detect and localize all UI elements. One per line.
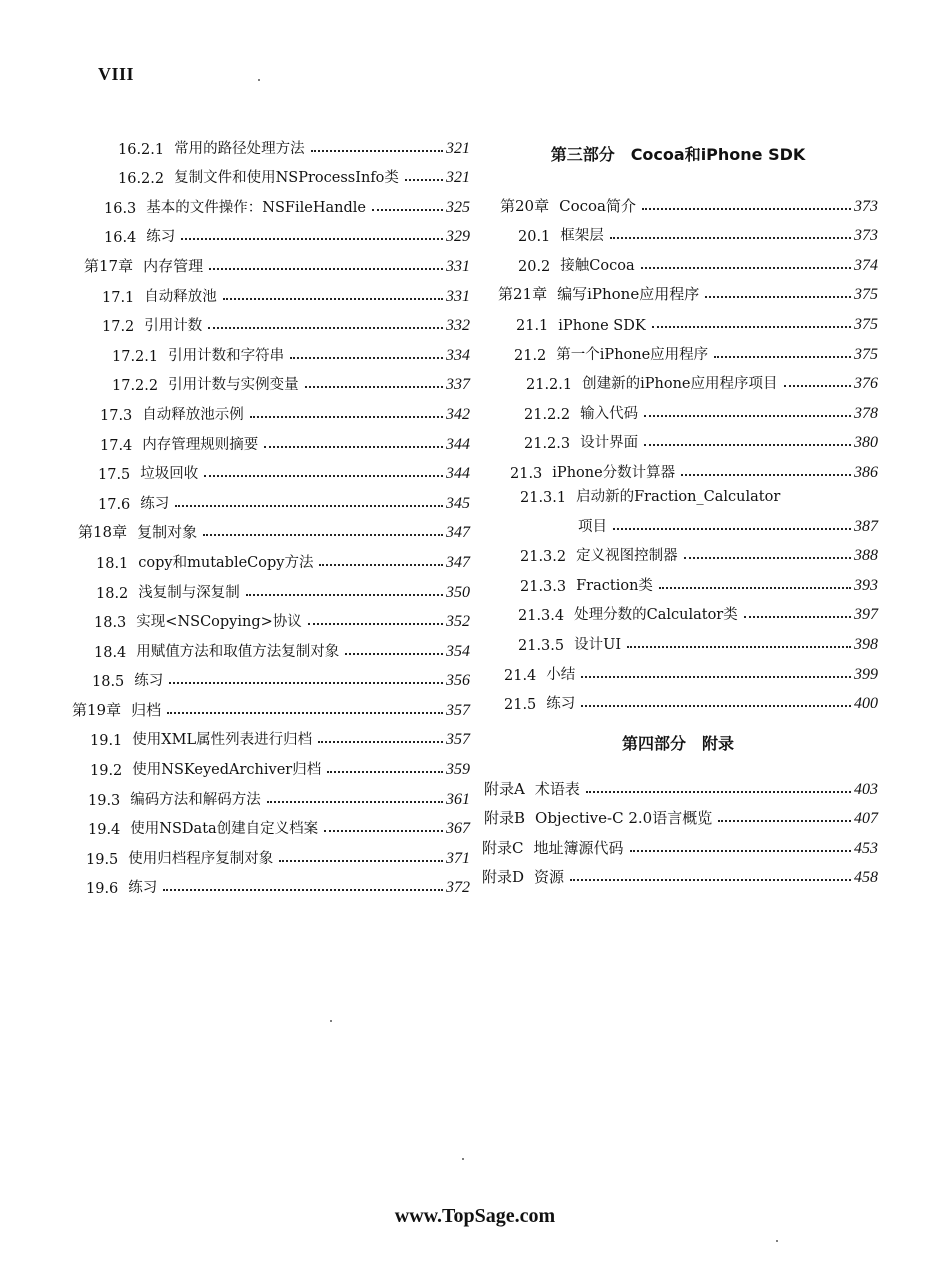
entry-title: 内存管理规则摘要 <box>142 436 259 453</box>
entry-title: 引用计数 <box>144 318 203 335</box>
entry-page-number: 367 <box>446 820 470 838</box>
toc-entry[interactable] <box>478 304 878 334</box>
leader-dots <box>163 889 443 891</box>
entry-number: 21.3.2 <box>520 549 567 566</box>
entry-page-number: 350 <box>446 583 470 601</box>
toc-entry[interactable] <box>70 542 470 572</box>
toc-right-column <box>478 138 878 887</box>
entry-page-number: 375 <box>854 315 878 333</box>
entry-page-number: 388 <box>854 547 878 565</box>
page-number: VIII <box>98 64 135 84</box>
entry-title-continuation: 项目 <box>578 518 607 535</box>
entry-page-number: 407 <box>854 810 878 828</box>
entry-page-number: 342 <box>446 405 470 423</box>
toc-entry[interactable] <box>478 536 878 566</box>
entry-title: 启动新的Fraction_Calculator <box>576 488 781 505</box>
leader-dots <box>630 850 852 852</box>
entry-page-number: 403 <box>854 780 878 798</box>
leader-dots <box>250 416 443 418</box>
scan-speck <box>258 79 260 81</box>
leader-dots <box>714 356 851 358</box>
entry-title: 资源 <box>534 868 565 887</box>
entry-title: 练习 <box>128 880 158 897</box>
entry-page-number: 374 <box>854 256 878 274</box>
entry-number: 21.3.4 <box>518 608 565 625</box>
leader-dots <box>327 771 443 773</box>
entry-title: 使用归档程序复制对象 <box>128 850 274 867</box>
toc-entry[interactable] <box>70 454 470 484</box>
entry-page-number: 329 <box>446 228 470 246</box>
toc-chapter-entry[interactable] <box>70 246 470 276</box>
entry-number: 21.2.3 <box>524 436 571 453</box>
toc-entry[interactable] <box>478 334 878 364</box>
entry-title: 实现<NSCopying>协议 <box>136 614 302 631</box>
entry-page-number: 376 <box>854 375 878 393</box>
leader-dots <box>613 528 851 530</box>
entry-number: 第20章 <box>500 196 550 215</box>
entry-number: 17.2.2 <box>112 378 159 395</box>
leader-dots <box>208 327 443 329</box>
entry-number: 第19章 <box>72 700 122 719</box>
leader-dots <box>345 653 443 655</box>
entry-title: 编写iPhone应用程序 <box>557 285 700 304</box>
entry-page-number: 331 <box>446 287 470 305</box>
entry-number: 17.2 <box>102 319 135 336</box>
entry-page-number: 375 <box>854 345 878 363</box>
toc-entry[interactable] <box>70 306 470 336</box>
entry-number: 21.3.1 <box>520 489 567 506</box>
entry-page-number: 357 <box>446 731 470 749</box>
entry-title: copy和mutableCopy方法 <box>138 554 314 571</box>
toc-entry[interactable] <box>70 424 470 454</box>
toc-chapter-entry[interactable] <box>478 828 878 858</box>
leader-dots <box>718 820 851 822</box>
entry-title: 复制对象 <box>137 523 198 542</box>
entry-page-number: 347 <box>446 553 470 571</box>
toc-entry[interactable] <box>70 868 470 898</box>
entry-title: 框架层 <box>560 228 604 245</box>
leader-dots <box>318 741 443 743</box>
entry-page-number: 372 <box>446 879 470 897</box>
entry-title: 自动释放池示例 <box>142 406 244 423</box>
entry-page-number: 325 <box>446 198 470 216</box>
entry-number: 19.3 <box>88 792 121 809</box>
entry-title: 编码方法和解码方法 <box>130 791 261 808</box>
entry-title: 复制文件和使用NSProcessInfo类 <box>174 170 399 187</box>
entry-number: 18.3 <box>94 615 127 632</box>
toc-entry[interactable] <box>70 779 470 809</box>
entry-number: 21.1 <box>516 317 549 334</box>
entry-number: 附录A <box>484 779 525 798</box>
entry-number: 19.6 <box>86 881 119 898</box>
entry-title: 练习 <box>134 673 164 690</box>
entry-page-number: 321 <box>446 139 470 157</box>
entry-title: 练习 <box>146 229 176 246</box>
entry-number: 19.4 <box>88 822 121 839</box>
entry-number: 16.4 <box>104 230 137 247</box>
appendix-entries <box>478 769 878 887</box>
leader-dots <box>181 238 443 240</box>
entry-number: 21.3.5 <box>518 637 565 654</box>
entry-title: 地址簿源代码 <box>533 838 624 857</box>
entry-number: 18.4 <box>94 644 127 661</box>
entry-title: 引用计数与实例变量 <box>168 377 299 394</box>
leader-dots <box>586 791 851 793</box>
toc-entry[interactable] <box>478 565 878 595</box>
entry-number: 17.6 <box>98 496 131 513</box>
entry-page-number: 380 <box>854 434 878 452</box>
entry-title: iPhone SDK <box>558 317 646 334</box>
scan-speck <box>776 1240 778 1242</box>
part-3-entries <box>478 186 878 713</box>
leader-dots <box>267 801 443 803</box>
entry-title: 归档 <box>131 700 162 719</box>
toc-chapter-entry[interactable] <box>478 799 878 829</box>
toc-entry[interactable] <box>70 158 470 188</box>
entry-number: 19.5 <box>86 851 119 868</box>
toc-entry[interactable] <box>478 245 878 275</box>
entry-number: 19.1 <box>90 733 123 750</box>
entry-title: 第一个iPhone应用程序 <box>556 346 709 363</box>
entry-number: 附录B <box>484 809 526 828</box>
toc-entry[interactable] <box>478 423 878 453</box>
entry-page-number: 453 <box>854 839 878 857</box>
leader-dots <box>644 444 851 446</box>
toc-entry[interactable] <box>70 394 470 424</box>
leader-dots <box>319 564 443 566</box>
leader-dots <box>570 879 851 881</box>
entry-title: 输入代码 <box>580 405 639 422</box>
part-3-heading: 第三部分 Cocoa和iPhone SDK <box>550 145 806 164</box>
entry-title: 处理分数的Calculator类 <box>574 607 738 624</box>
entry-page-number: 375 <box>854 286 878 304</box>
entry-page-number: 373 <box>854 197 878 215</box>
leader-dots <box>203 534 443 536</box>
leader-dots <box>684 557 851 559</box>
scan-speck <box>330 1020 332 1022</box>
toc-left-column <box>70 128 470 897</box>
leader-dots <box>167 712 443 714</box>
toc-entry[interactable] <box>478 216 878 246</box>
entry-page-number: 400 <box>854 695 878 713</box>
toc-entry[interactable] <box>70 602 470 632</box>
entry-number: 18.1 <box>96 555 129 572</box>
entry-page-number: 356 <box>446 672 470 690</box>
entry-page-number: 357 <box>446 701 470 719</box>
leader-dots <box>372 209 443 211</box>
leader-dots <box>305 386 443 388</box>
entry-number: 17.5 <box>98 467 131 484</box>
entry-page-number: 344 <box>446 465 470 483</box>
entry-title: 接触Cocoa <box>560 257 635 274</box>
entry-number: 18.5 <box>92 674 125 691</box>
entry-page-number: 332 <box>446 317 470 335</box>
toc-entry[interactable] <box>70 631 470 661</box>
leader-dots <box>223 298 443 300</box>
toc-entry[interactable] <box>70 809 470 839</box>
leader-dots <box>324 830 443 832</box>
entry-page-number: 321 <box>446 169 470 187</box>
leader-dots <box>246 594 443 596</box>
toc-entry[interactable] <box>478 624 878 654</box>
entry-title: 术语表 <box>534 779 580 798</box>
entry-title: 使用XML属性列表进行归档 <box>132 732 313 749</box>
entry-title: Cocoa简介 <box>559 196 636 215</box>
entry-page-number: 386 <box>854 463 878 481</box>
leader-dots <box>311 150 443 152</box>
toc-entry[interactable] <box>70 838 470 868</box>
toc-chapter-entry[interactable] <box>478 186 878 216</box>
entry-page-number: 458 <box>854 869 878 887</box>
leader-dots <box>652 326 851 328</box>
leader-dots <box>308 623 443 625</box>
entry-number: 附录C <box>482 838 524 857</box>
entry-number: 20.1 <box>518 229 551 246</box>
entry-number: 17.2.1 <box>112 348 159 365</box>
leader-dots <box>642 208 851 210</box>
entry-number: 21.3.3 <box>520 578 567 595</box>
entry-number: 21.2.1 <box>526 377 573 394</box>
entry-title: iPhone分数计算器 <box>552 464 676 481</box>
entry-page-number: 398 <box>854 635 878 653</box>
leader-dots <box>659 587 851 589</box>
toc-chapter-entry[interactable] <box>70 513 470 543</box>
toc-entry[interactable] <box>478 452 878 482</box>
entry-page-number: 354 <box>446 642 470 660</box>
entry-number: 附录D <box>482 868 525 887</box>
entry-number: 17.4 <box>100 437 133 454</box>
leader-dots <box>405 179 443 181</box>
toc-entry[interactable] <box>70 217 470 247</box>
leader-dots <box>610 237 851 239</box>
leader-dots <box>209 268 443 270</box>
entry-page-number: 387 <box>854 517 878 535</box>
entry-number: 20.2 <box>518 258 551 275</box>
entry-number: 21.2.2 <box>524 406 571 423</box>
toc-entry[interactable] <box>70 128 470 158</box>
entry-page-number: 373 <box>854 227 878 245</box>
entry-page-number: 331 <box>446 257 470 275</box>
footer-url: www.TopSage.com <box>394 1205 556 1227</box>
entry-page-number: 393 <box>854 576 878 594</box>
entry-number: 第18章 <box>78 523 128 542</box>
toc-entry[interactable] <box>478 364 878 394</box>
toc-entry-continuation[interactable] <box>478 506 878 536</box>
leader-dots <box>264 446 443 448</box>
entry-title: 基本的文件操作：NSFileHandle <box>146 199 366 216</box>
entry-title: 常用的路径处理方法 <box>174 140 305 157</box>
entry-number: 第21章 <box>498 285 548 304</box>
entry-title: 使用NSKeyedArchiver归档 <box>132 762 322 779</box>
toc-entry[interactable] <box>70 187 470 217</box>
toc-entry[interactable] <box>70 276 470 306</box>
toc-entry[interactable] <box>70 749 470 779</box>
leader-dots <box>290 357 443 359</box>
entry-title: 设计界面 <box>580 435 639 452</box>
entry-page-number: 344 <box>446 435 470 453</box>
scan-speck <box>462 1158 464 1160</box>
entry-number: 21.4 <box>504 667 537 684</box>
toc-entry[interactable] <box>478 684 878 714</box>
entry-number: 16.3 <box>104 200 137 217</box>
entry-page-number: 334 <box>446 346 470 364</box>
entry-page-number: 359 <box>446 761 470 779</box>
entry-page-number: 399 <box>854 665 878 683</box>
entry-page-number: 371 <box>446 849 470 867</box>
entry-title: Fraction类 <box>576 577 653 594</box>
leader-dots <box>644 415 851 417</box>
entry-number: 16.2.2 <box>118 171 165 188</box>
entry-title: 垃圾回收 <box>140 466 199 483</box>
leader-dots <box>681 474 851 476</box>
entry-title: 使用NSData创建自定义档案 <box>130 821 319 838</box>
entry-number: 17.1 <box>102 289 135 306</box>
entry-title: 练习 <box>140 495 170 512</box>
entry-title: 内存管理 <box>143 256 204 275</box>
entry-page-number: 378 <box>854 404 878 422</box>
entry-page-number: 397 <box>854 606 878 624</box>
toc-chapter-entry[interactable] <box>478 858 878 888</box>
leader-dots <box>279 860 443 862</box>
leader-dots <box>784 385 851 387</box>
part-4-heading: 第四部分 附录 <box>621 734 734 754</box>
toc-entry[interactable] <box>478 393 878 423</box>
toc-entry[interactable] <box>70 483 470 513</box>
entry-number: 21.3 <box>510 465 543 482</box>
toc-chapter-entry[interactable] <box>478 275 878 305</box>
toc-entry[interactable] <box>478 595 878 625</box>
entry-page-number: 337 <box>446 376 470 394</box>
entry-number: 17.3 <box>100 407 133 424</box>
entry-title: 设计UI <box>574 636 622 653</box>
entry-title: 定义视图控制器 <box>576 548 678 565</box>
toc-entry[interactable] <box>70 720 470 750</box>
entry-title: 自动释放池 <box>144 288 217 305</box>
entry-title: Objective-C 2.0语言概览 <box>535 809 713 828</box>
entry-number: 18.2 <box>96 585 129 602</box>
toc-entry[interactable] <box>70 335 470 365</box>
toc-chapter-entry[interactable] <box>478 769 878 799</box>
entry-title: 用赋值方法和取值方法复制对象 <box>136 643 340 660</box>
leader-dots <box>744 616 851 618</box>
leader-dots <box>581 676 851 678</box>
entry-number: 第17章 <box>84 256 134 275</box>
toc-entry[interactable] <box>70 365 470 395</box>
entry-page-number: 352 <box>446 613 470 631</box>
leader-dots <box>705 296 851 298</box>
leader-dots <box>627 646 851 648</box>
toc-entry[interactable] <box>70 661 470 691</box>
leader-dots <box>175 505 443 507</box>
entry-title: 练习 <box>546 696 576 713</box>
entry-page-number: 361 <box>446 790 470 808</box>
entry-title: 浅复制与深复制 <box>138 584 240 601</box>
leader-dots <box>204 475 443 477</box>
entry-title: 引用计数和字符串 <box>168 347 285 364</box>
toc-entry[interactable] <box>478 654 878 684</box>
entry-number: 16.2.1 <box>118 141 165 158</box>
entry-page-number: 347 <box>446 524 470 542</box>
toc-chapter-entry[interactable] <box>70 690 470 720</box>
entry-page-number: 345 <box>446 494 470 512</box>
toc-entry[interactable] <box>478 482 878 506</box>
entry-number: 21.2 <box>514 347 547 364</box>
entry-number: 21.5 <box>504 697 537 714</box>
entry-number: 19.2 <box>90 763 123 780</box>
entry-title: 创建新的iPhone应用程序项目 <box>582 376 778 393</box>
leader-dots <box>581 705 851 707</box>
leader-dots <box>169 682 443 684</box>
entry-title: 小结 <box>546 666 576 683</box>
leader-dots <box>641 267 851 269</box>
toc-entry[interactable] <box>70 572 470 602</box>
